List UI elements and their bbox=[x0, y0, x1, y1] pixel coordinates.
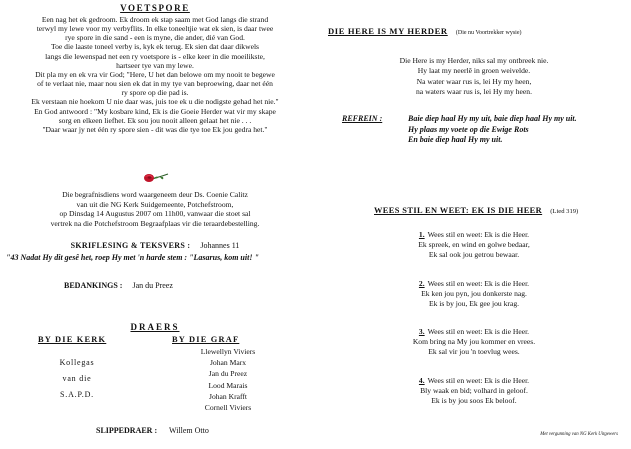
slip-bearer-value: Willem Otto bbox=[168, 426, 209, 435]
poem-line: ry spore op die pad is. bbox=[121, 88, 189, 98]
voetspore-poem bbox=[4, 15, 306, 134]
poem-line: terwyl my lewe voor my verbyflits. In elke toneeltjie wat ek sien, is daar twee bbox=[36, 24, 274, 34]
slip-bearer-label: SLIPPEDRAER : bbox=[96, 426, 158, 435]
refrain-text bbox=[408, 114, 577, 146]
verse-line: Ek sal ook jou getrou bewaar. bbox=[428, 250, 520, 260]
thanks-line bbox=[64, 281, 173, 290]
church-bearers-heading: BY DIE KERK bbox=[38, 335, 107, 344]
verse-line: Bly waak en bid; volhard in geloof. bbox=[420, 386, 528, 396]
left-column bbox=[4, 0, 306, 449]
church-bearers-list bbox=[44, 355, 110, 403]
verse-line: Ek spreek, en wind en golwe bedaar, bbox=[418, 240, 530, 250]
verse-line: 1. Wees stil en weet: Ek is die Heer. bbox=[418, 230, 530, 239]
verse-number: 2. bbox=[418, 279, 425, 288]
verse-number: 3. bbox=[418, 327, 425, 336]
poem-line: Dit pla my en ek vra vir God; "Here, U het dan belowe om my nooit te begewe bbox=[35, 69, 275, 79]
verse-line: 2. Wees stil en weet: Ek is die Heer. bbox=[418, 279, 530, 288]
verse-line: Kom bring na My jou kommer en vrees. bbox=[412, 337, 536, 347]
refrain-line: Baie diep haal Hy my uit, baie diep haal Hy my uit. bbox=[408, 114, 577, 123]
list-item: Lood Marais bbox=[208, 380, 248, 390]
hymn-line: na waters waar rus is, lei Hy my heen. bbox=[416, 87, 532, 97]
voetspore-heading: VOETSPORE bbox=[120, 3, 190, 13]
list-item: van die bbox=[62, 374, 92, 383]
poem-line: langs die lewenspad net een ry voetspore is - elke keer in die moeilikste, bbox=[45, 51, 265, 61]
verse-4 bbox=[318, 376, 630, 407]
scripture-label: SKRIFLESING & TEKSVERS : bbox=[70, 241, 191, 250]
verse-line: 3. Wees stil en weet: Ek is die Heer. bbox=[418, 327, 530, 336]
verse-line: 4. Wees stil en weet: Ek is die Heer. bbox=[418, 376, 530, 385]
scripture-reading bbox=[4, 241, 306, 250]
copyright-footnote: Met vergunning van NG Kerk Uitgewers bbox=[540, 432, 618, 437]
refrain-label: REFREIN : bbox=[342, 114, 383, 123]
hymn-line: Hy laat my neerlê in groen weivelde. bbox=[417, 66, 531, 76]
refrain-line: En baie diep haal Hy my uit. bbox=[408, 135, 503, 145]
poem-line: En God antwoord : "My kosbare kind, Ek is die Goeie Herder wat vir my skape bbox=[34, 106, 276, 116]
scripture-value: Johannes 11 bbox=[200, 241, 240, 250]
verse-line: Ek is by jou, Ek gee jou krag. bbox=[428, 299, 520, 309]
right-column bbox=[318, 0, 630, 449]
list-item: Llewellyn Viviers bbox=[200, 347, 256, 356]
text-verse: "43 Nadat Hy dit gesê het, roep Hy met 'n harde stem : "Lasarus, kom uit! " bbox=[6, 253, 259, 262]
list-item: S.A.P.D. bbox=[60, 390, 94, 399]
service-line: op Dinsdag 14 Augustus 2007 om 11h00, vanwaar die stoet sal bbox=[59, 209, 251, 219]
poem-line: of te verlaat nie, maar nou sien ek dat in my tye van beproewing, daar net één bbox=[37, 79, 273, 89]
poem-line: rye spore in die sand - een is myne, die ander, dié van God. bbox=[65, 33, 245, 43]
herder-hymn bbox=[318, 56, 630, 98]
list-item: Johan Marx bbox=[209, 358, 247, 368]
service-line: vertrek na die Potchefstroom Begraafplaas vir die teraardebestelling. bbox=[50, 218, 260, 228]
poem-line: sorg en elkeen liefhet. Ek sou jou nooit alleen gelaat het nie . . . bbox=[58, 115, 252, 125]
rose-icon bbox=[142, 168, 172, 184]
verse-1 bbox=[318, 230, 630, 261]
verse-3 bbox=[318, 327, 630, 358]
thanks-value: Jan du Preez bbox=[132, 281, 173, 290]
verse-number: 4. bbox=[418, 376, 425, 385]
herder-title: DIE HERE IS MY HERDER bbox=[328, 26, 448, 36]
wees-title: WEES STIL EN WEET: EK IS DIE HEER bbox=[374, 206, 543, 215]
poem-line: Toe die laaste toneel verby is, kyk ek terug. Ek sien dat daar dikwels bbox=[50, 42, 260, 52]
service-details bbox=[4, 190, 306, 228]
list-item: Kollegas bbox=[59, 358, 95, 367]
service-line: van uit die NG Kerk Suidgemeente, Potchefstroom, bbox=[76, 199, 234, 209]
list-item: Jan du Preez bbox=[208, 369, 248, 379]
list-item: Johan Krafft bbox=[208, 391, 248, 401]
herder-note: (Die nu Voortrekker wysie) bbox=[455, 30, 522, 36]
service-line: Die begrafnisdiens word waargeneem deur Ds. Coenie Calitz bbox=[62, 190, 248, 199]
refrain-line: Hy plaas my voete op die Ewige Rots bbox=[408, 124, 529, 134]
herder-heading bbox=[328, 26, 522, 36]
verse-number: 1. bbox=[418, 230, 425, 239]
pallbearers-heading: DRAERS bbox=[130, 322, 180, 332]
wees-heading bbox=[374, 206, 578, 215]
thanks-label: BEDANKINGS : bbox=[64, 281, 123, 290]
poem-line: hartseer tye van my lewe. bbox=[116, 60, 194, 70]
verse-2 bbox=[318, 279, 630, 310]
verse-line: Ek is by jou soos Ek beloof. bbox=[431, 396, 517, 406]
poem-line: "Daar waar jy net één ry spore sien - dit was die tye toe Ek jou gedra het." bbox=[42, 124, 268, 134]
grave-bearers-list bbox=[172, 346, 284, 413]
slip-bearer-line bbox=[96, 426, 209, 435]
verse-line: Ek ken jou pyn, jou donkerste nag. bbox=[421, 289, 527, 299]
grave-bearers-heading: BY DIE GRAF bbox=[172, 335, 240, 344]
poem-line: Ek verstaan nie hoekom U nie daar was, juis toe ek u die nodigste gehad het nie." bbox=[31, 97, 279, 107]
verse-line: Ek sal vir jou 'n toevlug wees. bbox=[428, 347, 520, 357]
hymn-line: Na water waar rus is, lei Hy my heen, bbox=[416, 76, 532, 86]
wees-note: (Lied 319) bbox=[550, 208, 579, 215]
hymn-line: Die Here is my Herder, niks sal my ontbreek nie. bbox=[399, 56, 549, 65]
list-item: Cornell Viviers bbox=[204, 403, 252, 413]
poem-line: Een nag het ek gedroom. Ek droom ek stap saam met God langs die strand bbox=[41, 15, 269, 24]
